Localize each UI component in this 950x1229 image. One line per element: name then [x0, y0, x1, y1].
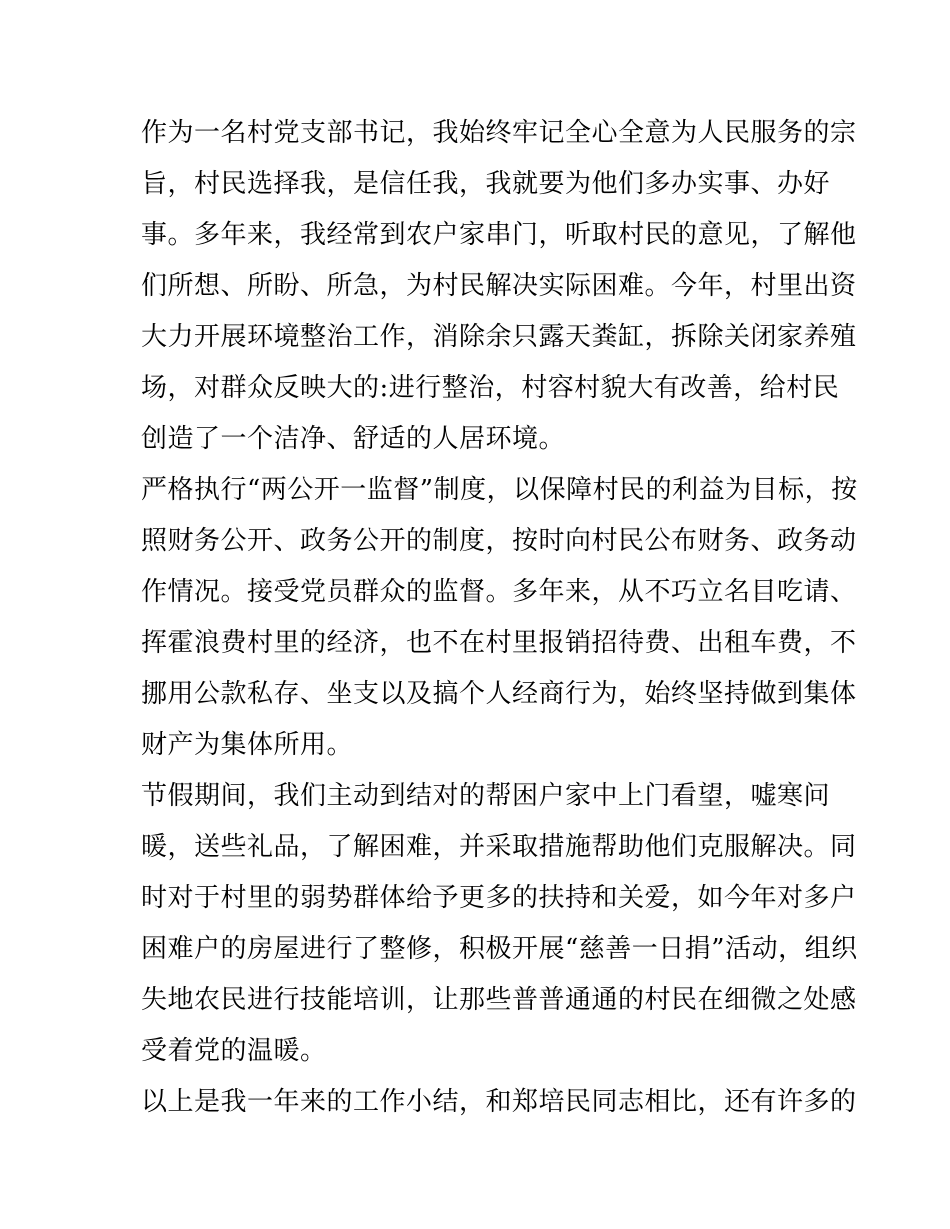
paragraph-summary [141, 1077, 857, 1128]
text-line: 照财务公开、政务公开的制度，按时向村民公布财务、政务动 [141, 526, 857, 556]
text-line: 暖，送些礼品，了解困难，并采取措施帮助他们克服解决。同 [141, 832, 857, 862]
text-line: 受着党的温暖。 [141, 1036, 327, 1066]
text-line: 作情况。接受党员群众的监督。多年来，从不巧立名目吃请、 [141, 577, 857, 607]
text-line: 财产为集体所用。 [141, 730, 354, 760]
text-line: 节假期间，我们主动到结对的帮困户家中上门看望，嘘寒问 [141, 781, 831, 811]
text-line: 失地农民进行技能培训，让那些普普通通的村民在细微之处感 [141, 985, 857, 1015]
text-line: 们所想、所盼、所急，为村民解决实际困难。今年，村里出资 [141, 271, 857, 301]
text-line: 作为一名村党支部书记，我始终牢记全心全意为人民服务的宗 [141, 118, 857, 148]
text-line: 严格执行“两公开一监督”制度，以保障村民的利益为目标，按 [141, 475, 858, 505]
paragraph-care [141, 771, 858, 1077]
text-line: 挪用公款私存、坐支以及搞个人经商行为，始终坚持做到集体 [141, 679, 857, 709]
text-line: 旨，村民选择我，是信任我，我就要为他们多办实事、办好 [141, 169, 831, 199]
text-line: 以上是我一年来的工作小结，和郑培民同志相比，还有许多的 [141, 1087, 857, 1117]
text-line: 挥霍浪费村里的经济，也不在村里报销招待费、出租车费，不 [141, 628, 857, 658]
document-body [141, 108, 858, 1128]
text-line: 事。多年来，我经常到农户家串门，听取村民的意见，了解他 [141, 220, 857, 250]
text-line: 大力开展环境整治工作，消除余只露天粪缸，拆除关闭家养殖 [141, 322, 857, 352]
paragraph-supervision [141, 465, 858, 771]
text-line: 创造了一个洁净、舒适的人居环境。 [141, 424, 566, 454]
paragraph-service [141, 108, 857, 465]
text-line: 困难户的房屋进行了整修，积极开展“慈善一日捐”活动，组织 [141, 934, 858, 964]
text-line: 场，对群众反映大的:进行整治，村容村貌大有改善，给村民 [141, 373, 840, 403]
text-line: 时对于村里的弱势群体给予更多的扶持和关爱，如今年对多户 [141, 883, 857, 913]
